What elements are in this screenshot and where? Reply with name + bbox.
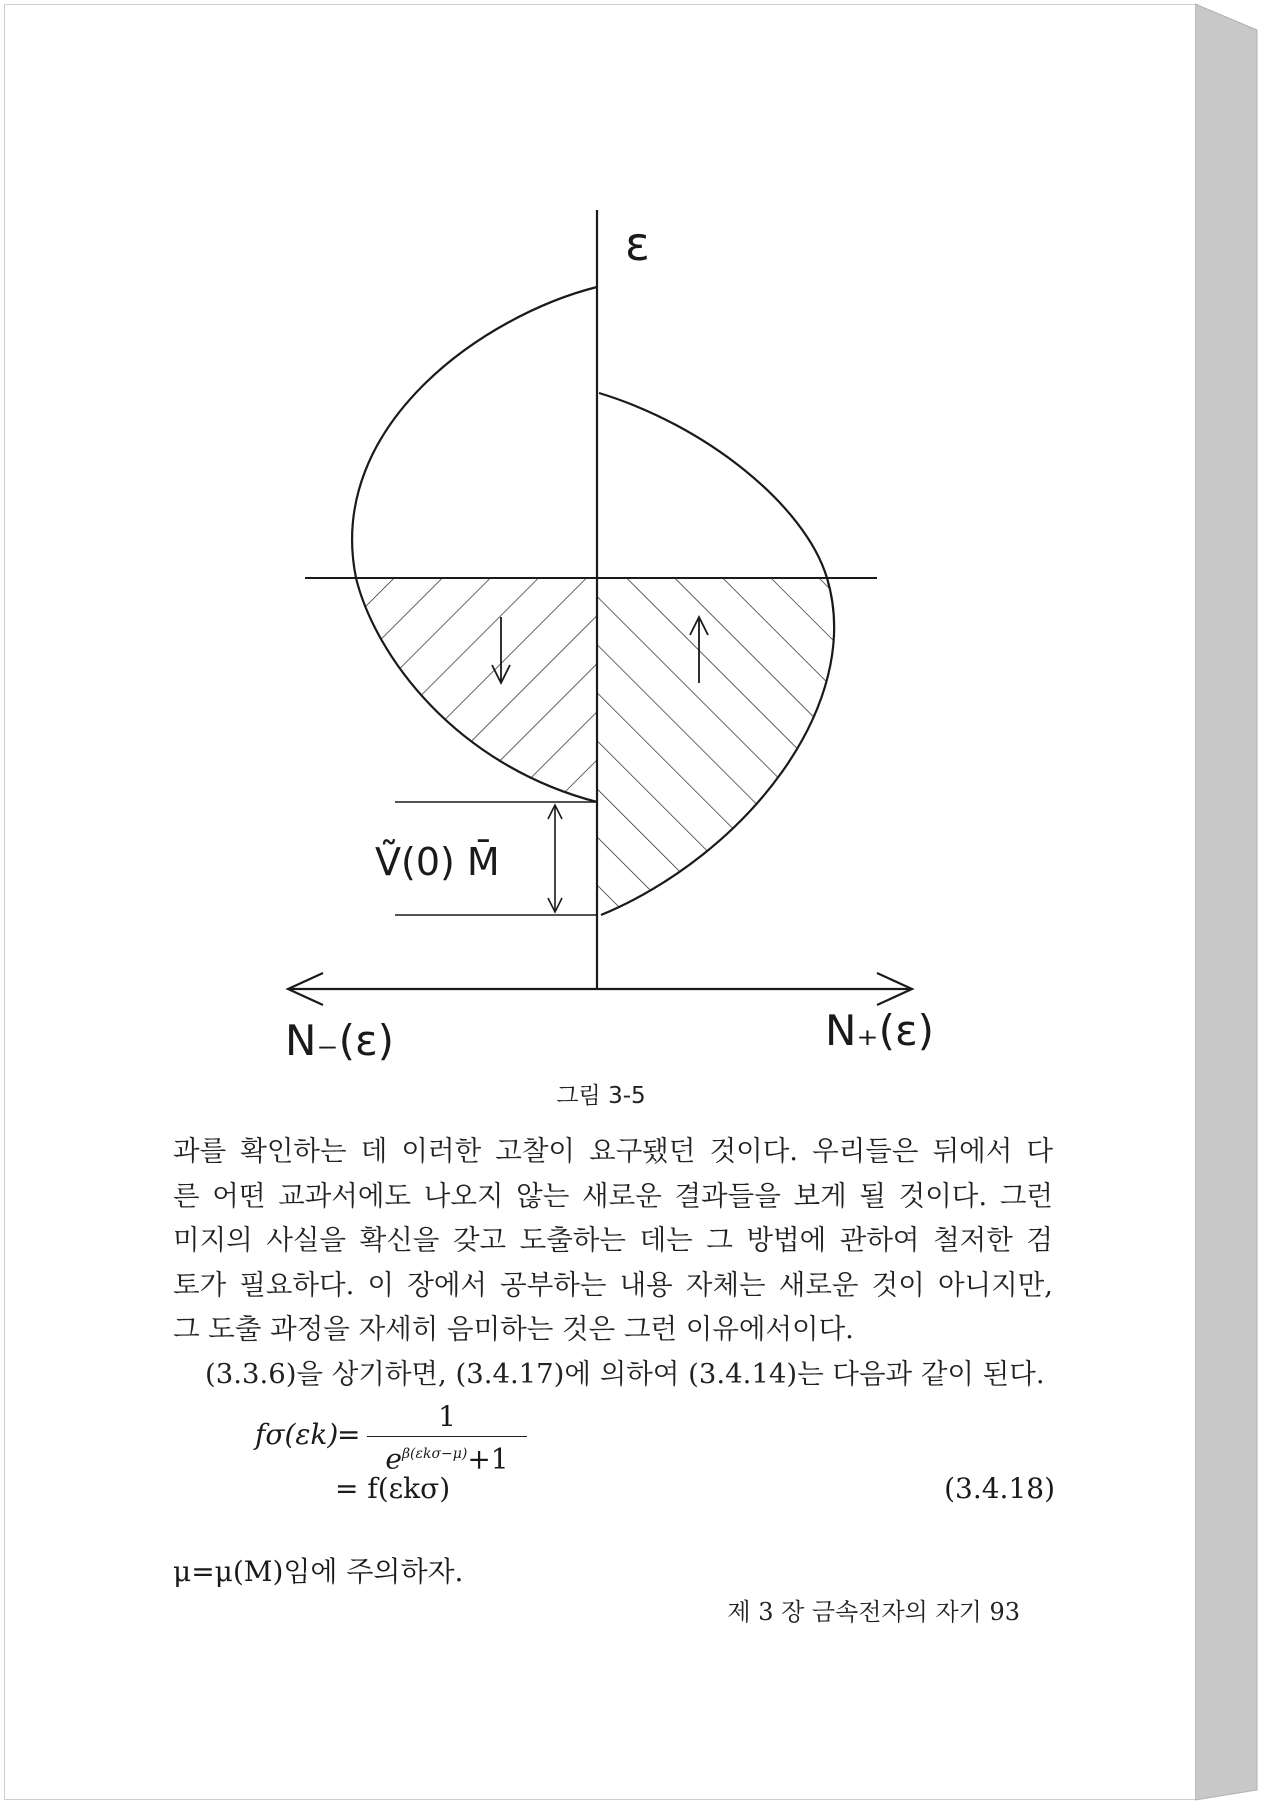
spin-up-occupied-hatch [595,565,845,925]
equation-second-line: = f(εkσ) [335,1472,451,1505]
equation-numerator: 1 [438,1400,456,1433]
body-line: 그 도출 과정을 자세히 음미하는 것은 그런 이유에서이다. [173,1313,854,1345]
denominator-tail: +1 [467,1442,509,1476]
equation-denominator [367,1437,527,1476]
energy-axis-label: ε [625,217,650,271]
spin-density-of-states-figure [5,5,1197,1065]
n-minus-label: N₋(ε) [285,1016,395,1065]
equation-equals: = [337,1418,361,1451]
denominator-base: e [385,1442,402,1476]
page-footer: 제 3 장 금속전자의 자기 93 [727,1598,1020,1626]
equation-number: (3.4.18) [944,1472,1055,1505]
equation-lhs: fσ(εk) [255,1418,339,1451]
book-spine-edge [1195,0,1277,1806]
figure-caption: 그림 3-5 [556,1083,646,1109]
body-line: 토가 필요하다. 이 장에서 공부하는 내용 자체는 새로운 것이 아니지만, [173,1268,1053,1301]
spin-down-occupied-hatch [305,565,605,825]
body-paragraph [173,1129,1053,1396]
equation-3-4-18 [255,1400,1055,1510]
body-line: 른 어떤 교과서에도 나오지 않는 새로운 결과들을 보게 될 것이다. 그런 [173,1179,1053,1212]
body-line-para2: (3.3.6)을 상기하면, (3.4.17)에 의하여 (3.4.14)는 다음과 같이 된다. [205,1357,1045,1390]
body-line: 미지의 사실을 확신을 갖고 도출하는 데는 그 방법에 관하여 철저한 검 [173,1224,1053,1256]
book-page [4,4,1198,1800]
gap-label: Ṽ(0) M̄ [375,840,500,884]
equation-fraction [367,1400,527,1476]
note-line: μ=μ(M)임에 주의하자. [173,1555,464,1588]
body-line: 과를 확인하는 데 이러한 고찰이 요구됐던 것이다. 우리들은 뒤에서 다 [173,1135,1053,1167]
n-plus-label: N₊(ε) [825,1006,935,1055]
denominator-exponent: β(εkσ−μ) [401,1446,468,1462]
